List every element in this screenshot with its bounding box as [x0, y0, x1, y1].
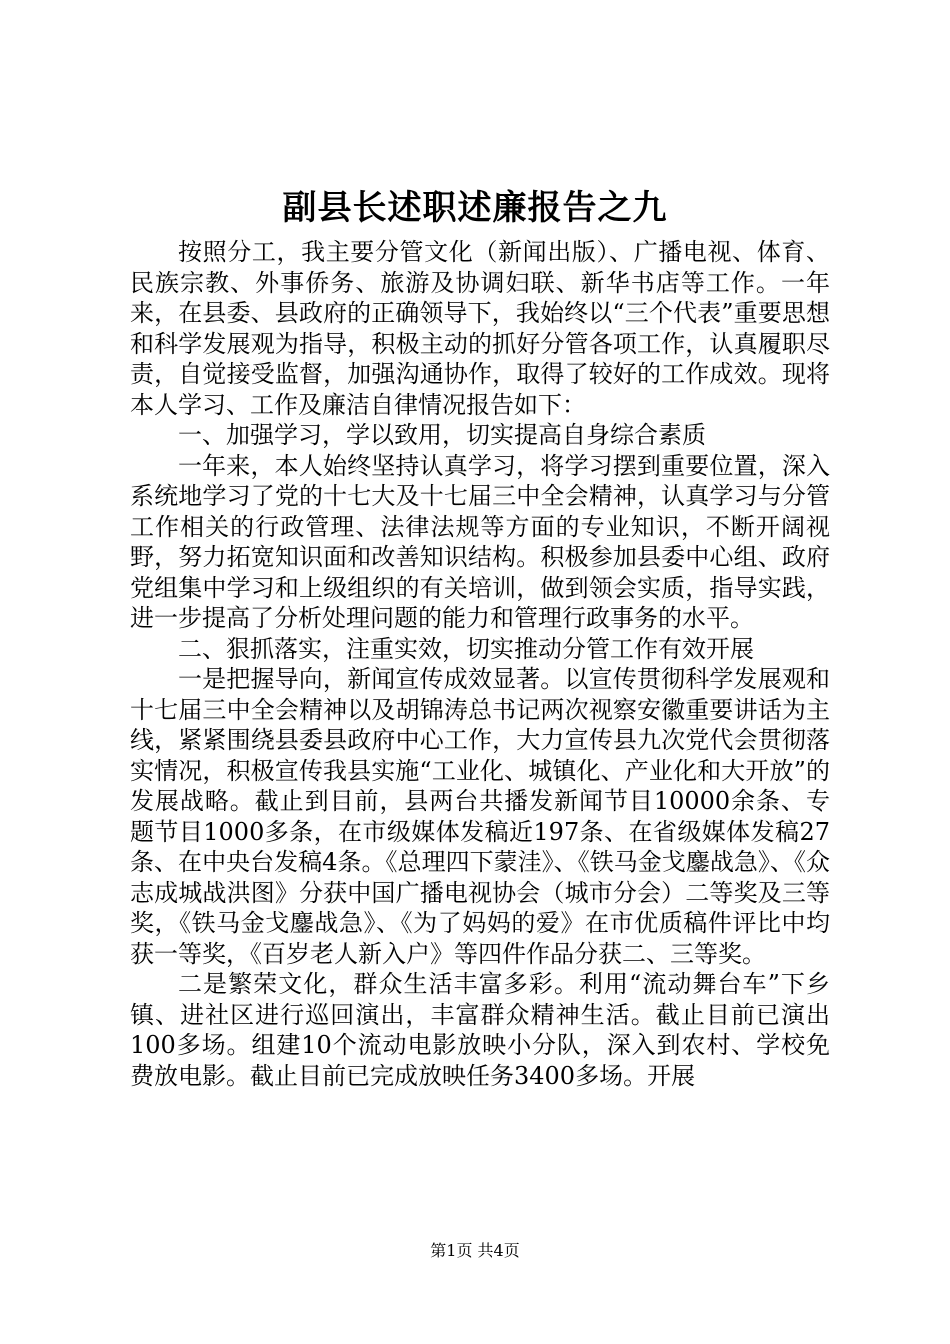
document-body — [130, 237, 830, 1091]
paragraph-study: 一年来，本人始终坚持认真学习，将学习摆到重要位置，深入系统地学习了党的十七大及十七届三中全会精神，认真学习与分管工作相关的行政管理、法律法规等方面的专业知识，不断开阔视野，努力拓宽知识面和改善知识结构。积极参加县委中心组、政府党组集中学习和上级组织的有关培训，做到领会实质，指导实践，进一步提高了分析处理问题的能力和管理行政事务的水平。 — [130, 451, 830, 632]
document-title: 副县长述职述廉报告之九 — [282, 188, 668, 228]
page-footer: 第1页 共4页 — [430, 1241, 520, 1260]
section-heading-1: 一、加强学习，学以致用，切实提高自身综合素质 — [178, 421, 706, 449]
paragraph-intro: 按照分工，我主要分管文化（新闻出版）、广播电视、体育、民族宗教、外事侨务、旅游及协调妇联、新华书店等工作。一年来，在县委、县政府的正确领导下，我始终以“三个代表”重要思想和科学发展观为指导，积极主动的抓好分管各项工作，认真履职尽责，自觉接受监督，加强沟通协作，取得了较好的工作成效。现将本人学习、工作及廉洁自律情况报告如下： — [130, 238, 830, 419]
section-heading-2: 二、狠抓落实，注重实效，切实推动分管工作有效开展 — [178, 634, 754, 663]
paragraph-culture: 二是繁荣文化，群众生活丰富多彩。利用“流动舞台车”下乡镇、进社区进行巡回演出，丰富群众精神生活。截止目前已演出100多场。组建10个流动电影放映小分队，深入到农村、学校免费放电影。截止目前已完成放映任务3400多场。开展 — [130, 970, 830, 1090]
paragraph-news: 一是把握导向，新闻宣传成效显著。以宣传贯彻科学发展观和十七届三中全会精神以及胡锦涛总书记两次视察安徽重要讲话为主线，紧紧围绕县委县政府中心工作，大力宣传县九次党代会贯彻落实情况，积极宣传我县实施“工业化、城镇化、产业化和大开放”的发展战略。截止到目前，县两台共播发新闻节目10000余条、专题节目1000多条，在市级媒体发稿近197条、在省级媒体发稿27条、在中央台发稿4条。《总理四下蒙洼》、《铁马金戈鏖战急》、《众志成城战洪图》分获中国广播电视协会（城市分会）二等奖及三等奖，《铁马金戈鏖战急》、《为了妈妈的爱》在市优质稿件评比中均获一等奖，《百岁老人新入户》等四件作品分获二、三等奖。 — [130, 665, 830, 968]
